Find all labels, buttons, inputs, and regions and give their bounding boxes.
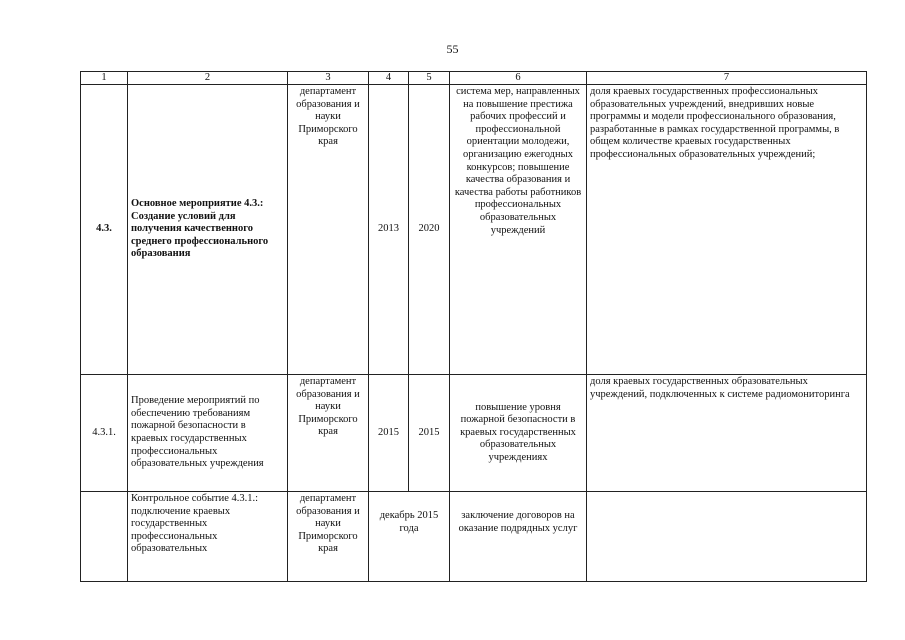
- measure-title: Проведение мероприятий по обеспечению требованиям пожарной безопасности в краевых государственных профессиональных образовательных учреждения: [128, 375, 288, 492]
- executor: департамент образования и науки Приморского края: [288, 492, 369, 582]
- header-cell-7: 7: [587, 72, 867, 85]
- indicator: доля краевых государственных образовательных учреждений, подключенных к системе радиомониторинга: [587, 375, 867, 492]
- table-row: [81, 492, 867, 582]
- end-year: 2020: [409, 85, 450, 375]
- expected-result: повышение уровня пожарной безопасности в краевых государственных образовательных учреждениях: [450, 375, 587, 492]
- indicator: [587, 492, 867, 582]
- measure-title: Основное мероприятие 4.3.: Создание условий для получения качественного среднего профессионального образования: [128, 85, 288, 375]
- header-cell-1: 1: [81, 72, 128, 85]
- expected-result: заключение договоров на оказание подрядных услуг: [450, 492, 587, 582]
- start-year: 2013: [369, 85, 409, 375]
- executor: департамент образования и науки Приморского края: [288, 85, 369, 375]
- executor: департамент образования и науки Приморского края: [288, 375, 369, 492]
- page-number: 55: [446, 42, 459, 56]
- header-cell-6: 6: [450, 72, 587, 85]
- header-cell-2: 2: [128, 72, 288, 85]
- row-number: [81, 492, 128, 582]
- period: декабрь 2015 года: [369, 492, 450, 582]
- header-cell-4: 4: [369, 72, 409, 85]
- table-row: [81, 85, 867, 375]
- table-row: [81, 375, 867, 492]
- header-cell-5: 5: [409, 72, 450, 85]
- header-row: [81, 72, 867, 85]
- start-year: 2015: [369, 375, 409, 492]
- expected-result: система мер, направленных на повышение престижа рабочих профессий и профессиональной ориентации молодежи, организацию ежегодных конкурсов; повышение качества образования и качества работы работников профессиональных образовательных учреждений: [450, 85, 587, 375]
- measure-title: Контрольное событие 4.3.1.: подключение краевых государственных профессиональных образовательных: [128, 492, 288, 582]
- end-year: 2015: [409, 375, 450, 492]
- indicator: доля краевых государственных профессиональных образовательных учреждений, внедривших новые программы и модели профессионального образования, разработанные в рамках государственной программы, в общем количестве краевых государственных профессиональных образовательных учреждений;: [587, 85, 867, 375]
- program-table: [80, 71, 867, 582]
- row-number: 4.3.: [81, 85, 128, 375]
- header-cell-3: 3: [288, 72, 369, 85]
- row-number: 4.3.1.: [81, 375, 128, 492]
